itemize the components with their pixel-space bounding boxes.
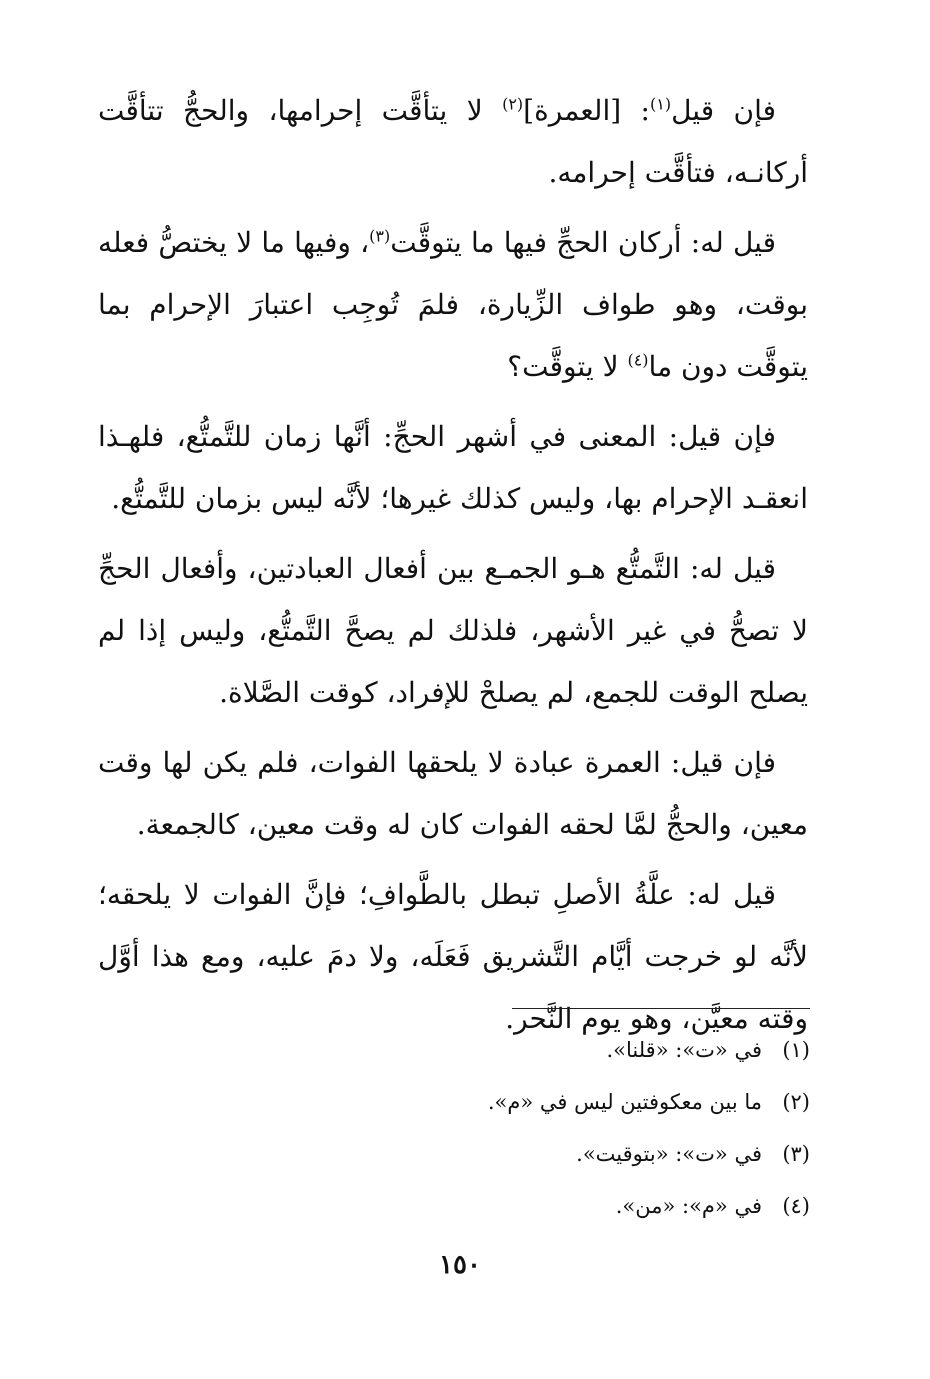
footnote-number: (٣)	[782, 1142, 810, 1166]
paragraph-2-part-c: لا يتوقَّت؟	[507, 350, 628, 383]
paragraph-3: فإن قيل: المعنى في أشهر الحجِّ: أنَّها زمان للتَّمتُّع، فلهـذا انعقـد الإحرام بها، وليس كذلك غيرها؛ لأنَّه ليس بزمان للتَّمتُّع.	[98, 420, 808, 515]
footnote-number: (١)	[782, 1038, 810, 1062]
footnote-4	[110, 1180, 810, 1232]
footnote-ref-3: (٣)	[369, 226, 391, 246]
footnote-number: (٤)	[782, 1194, 810, 1218]
footnote-separator	[512, 1008, 810, 1009]
footnote-text: في «ت»: «بتوقيت».	[576, 1142, 762, 1166]
footnote-text: في «ت»: «قلنا».	[606, 1038, 762, 1062]
paragraph-1	[98, 80, 808, 204]
main-text	[98, 80, 808, 1058]
paragraph-2-part-a: قيل له: أركان الحجِّ فيها ما يتوقَّت	[390, 226, 776, 259]
paragraph-1-part-c: لا يتأقَّت إحرامها، والحجُّ تتأقَّت أركانـه، فتأقَّت إحرامه.	[98, 94, 808, 189]
footnote-number: (٢)	[782, 1090, 810, 1114]
footnote-ref-1: (١)	[649, 94, 672, 114]
paragraph-1-part-a: فإن قيل	[671, 94, 777, 127]
footnote-text: ما بين معكوفتين ليس في «م».	[487, 1090, 762, 1114]
page-number: ١٥٠	[439, 1250, 481, 1280]
footnote-2	[110, 1076, 810, 1128]
paragraph-1-part-b: : [العمرة]	[523, 94, 650, 127]
paragraph-4: قيل له: التَّمتُّع هـو الجمـع بين أفعال العبادتين، وأفعال الحجِّ لا تصحُّ في غير الأشهر، فلذلك لم يصحَّ التَّمتُّع، وليس إذا لم يصلح الوقت للجمع، لم يصلحْ للإفراد، كوقت الصَّلاة.	[98, 552, 808, 709]
footnotes	[110, 1024, 810, 1232]
paragraph-6: قيل له: علَّةُ الأصلِ تبطل بالطَّوافِ؛ فإنَّ الفوات لا يلحقه؛ لأنَّه لو خرجت أيَّام التَّشريق فَعَلَه، ولا دمَ عليه، ومع هذا أوَّل وقته معيَّن، وهو يوم النَّحر.	[98, 878, 808, 1035]
footnote-ref-2: (٢)	[502, 94, 524, 114]
paragraph-5: فإن قيل: العمرة عبادة لا يلحقها الفوات، فلم يكن لها وقت معين، والحجُّ لمَّا لحقه الفوات كان له وقت معين، كالجمعة.	[98, 746, 808, 841]
paragraph-2-part-b: ، وفيها ما لا يختصُّ فعله بوقت، وهو طواف الزِّيارة، فلمَ تُوجِب اعتبارَ الإحرام بما يتوقَّت دون ما	[98, 226, 808, 383]
paragraph-2	[98, 212, 808, 398]
footnote-3	[110, 1128, 810, 1180]
footnote-1	[110, 1024, 810, 1076]
footnote-ref-4: (٤)	[627, 350, 649, 370]
footnote-text: في «م»: «من».	[615, 1194, 762, 1218]
